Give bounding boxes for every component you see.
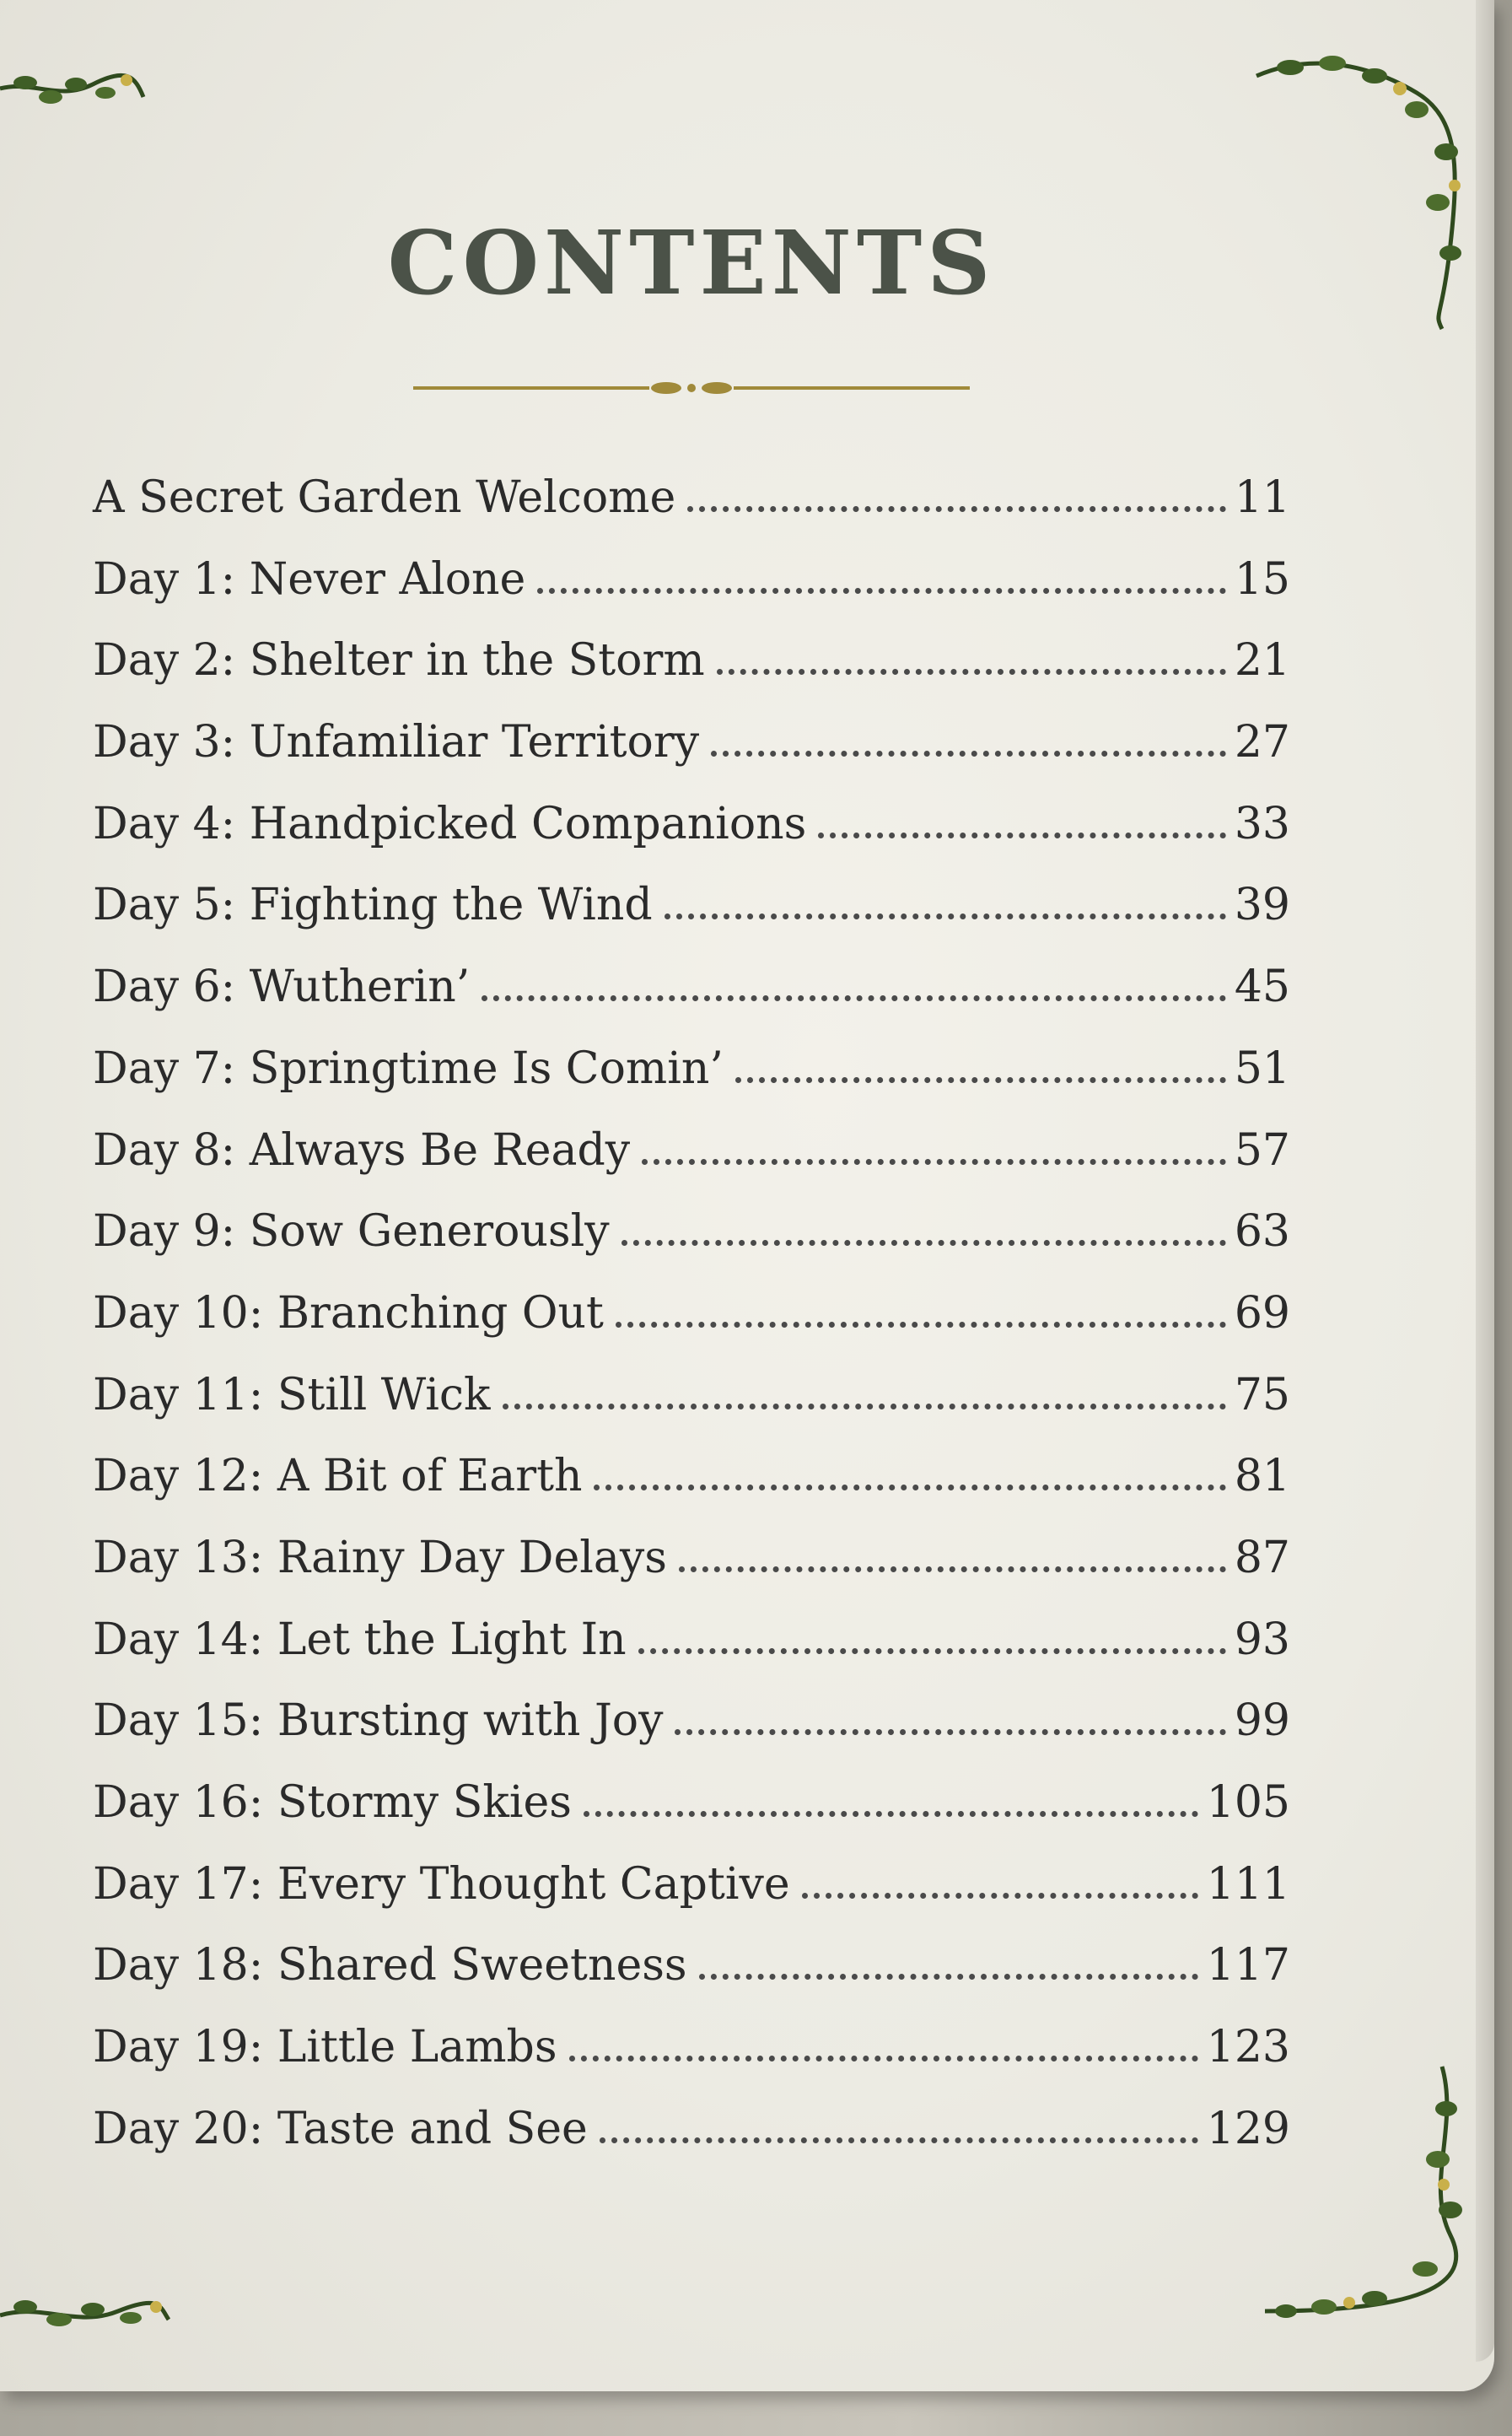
toc-leader-dots (665, 914, 1226, 919)
toc-entry-page-number: 123 (1206, 2022, 1290, 2073)
toc-entry-title: Day 12: A Bit of Earth (93, 1451, 583, 1502)
toc-leader-dots (679, 1566, 1226, 1572)
toc-leader-dots (616, 1322, 1226, 1328)
toc-entry-page-number: 11 (1234, 472, 1290, 523)
toc-entry-title: Day 19: Little Lambs (93, 2022, 557, 2073)
toc-entry (93, 1206, 1290, 1288)
toc-entry (93, 799, 1290, 881)
toc-entry-title: Day 2: Shelter in the Storm (93, 635, 705, 687)
toc-entry-page-number: 45 (1234, 962, 1290, 1013)
toc-leader-dots (482, 995, 1226, 1001)
toc-leader-dots (584, 1811, 1198, 1817)
toc-entry (93, 1695, 1290, 1777)
toc-leader-dots (569, 2056, 1198, 2061)
toc-entry (93, 880, 1290, 962)
toc-entry (93, 962, 1290, 1043)
toc-entry-title: Day 7: Springtime Is Comin’ (93, 1043, 724, 1094)
toc-entry (93, 554, 1290, 636)
vine-bottom-left-icon (0, 2269, 186, 2353)
toc-leader-dots (675, 1729, 1225, 1735)
toc-entry (93, 2104, 1290, 2185)
toc-entry-page-number: 87 (1234, 1532, 1290, 1583)
toc-entry-page-number: 33 (1234, 798, 1290, 849)
page-title: CONTENTS (387, 211, 996, 315)
toc-entry-page-number: 99 (1234, 1695, 1290, 1747)
toc-leader-dots (594, 1485, 1225, 1490)
toc-entry (93, 717, 1290, 799)
toc-leader-dots (638, 1648, 1226, 1654)
toc-leader-dots (503, 1404, 1226, 1409)
toc-entry-title: Day 17: Every Thought Captive (93, 1858, 790, 1910)
toc-entry-title: Day 14: Let the Light In (93, 1614, 627, 1665)
toc-leader-dots (642, 1159, 1226, 1165)
toc-entry (93, 1288, 1290, 1370)
toc-entry-page-number: 117 (1206, 1940, 1290, 1991)
toc-entry-page-number: 75 (1234, 1369, 1290, 1420)
toc-entry-page-number: 39 (1234, 880, 1290, 931)
toc-leader-dots (687, 506, 1226, 512)
toc-leader-dots (699, 1974, 1198, 1980)
toc-entry-title: Day 15: Bursting with Joy (93, 1695, 664, 1747)
toc-entry-page-number: 21 (1234, 635, 1290, 687)
ornament-divider-icon (413, 371, 970, 405)
toc-leader-dots (802, 1893, 1198, 1899)
toc-entry-page-number: 129 (1206, 2103, 1290, 2154)
toc-entry-page-number: 81 (1234, 1451, 1290, 1502)
toc-leader-dots (735, 1077, 1226, 1083)
toc-entry-page-number: 27 (1234, 717, 1290, 768)
toc-leader-dots (818, 833, 1226, 838)
toc-entry (93, 1370, 1290, 1452)
toc-entry-title: Day 6: Wutherin’ (93, 962, 471, 1013)
toc-entry (93, 1940, 1290, 2022)
toc-leader-dots (537, 588, 1226, 594)
toc-entry (93, 1777, 1290, 1859)
toc-entry-title: Day 11: Still Wick (93, 1369, 491, 1420)
toc-entry (93, 2022, 1290, 2104)
toc-leader-dots (600, 2137, 1198, 2143)
toc-entry-title: Day 5: Fighting the Wind (93, 880, 653, 931)
toc-entry-title: Day 16: Stormy Skies (93, 1777, 572, 1828)
vine-top-left-icon (0, 51, 152, 127)
toc-entry-title: Day 9: Sow Generously (93, 1206, 610, 1258)
toc-entry-page-number: 105 (1206, 1777, 1290, 1828)
table-of-contents (93, 472, 1290, 2185)
toc-entry-title: Day 10: Branching Out (93, 1287, 604, 1339)
toc-entry-title: Day 20: Taste and See (93, 2103, 588, 2154)
toc-entry-page-number: 57 (1234, 1124, 1290, 1176)
toc-entry-title: Day 13: Rainy Day Delays (93, 1532, 667, 1583)
toc-entry-page-number: 93 (1234, 1614, 1290, 1665)
toc-entry-page-number: 51 (1234, 1043, 1290, 1094)
toc-entry-page-number: 69 (1234, 1287, 1290, 1339)
toc-entry (93, 472, 1290, 554)
toc-entry-page-number: 15 (1234, 553, 1290, 605)
toc-entry-page-number: 111 (1206, 1858, 1290, 1910)
toc-entry (93, 1451, 1290, 1533)
toc-leader-dots (621, 1240, 1226, 1246)
toc-entry-title: Day 8: Always Be Ready (93, 1124, 631, 1176)
toc-leader-dots (717, 669, 1226, 675)
toc-entry (93, 1614, 1290, 1696)
toc-entry-title: A Secret Garden Welcome (93, 472, 676, 523)
toc-entry (93, 1859, 1290, 1941)
toc-entry (93, 635, 1290, 717)
toc-entry (93, 1533, 1290, 1614)
toc-entry (93, 1043, 1290, 1125)
page-edge (1476, 0, 1494, 2362)
toc-entry-title: Day 3: Unfamiliar Territory (93, 717, 700, 768)
toc-entry (93, 1125, 1290, 1207)
toc-entry-title: Day 18: Shared Sweetness (93, 1940, 687, 1991)
toc-leader-dots (711, 751, 1226, 757)
toc-entry-title: Day 4: Handpicked Companions (93, 798, 807, 849)
toc-entry-title: Day 1: Never Alone (93, 553, 526, 605)
toc-entry-page-number: 63 (1234, 1206, 1290, 1258)
